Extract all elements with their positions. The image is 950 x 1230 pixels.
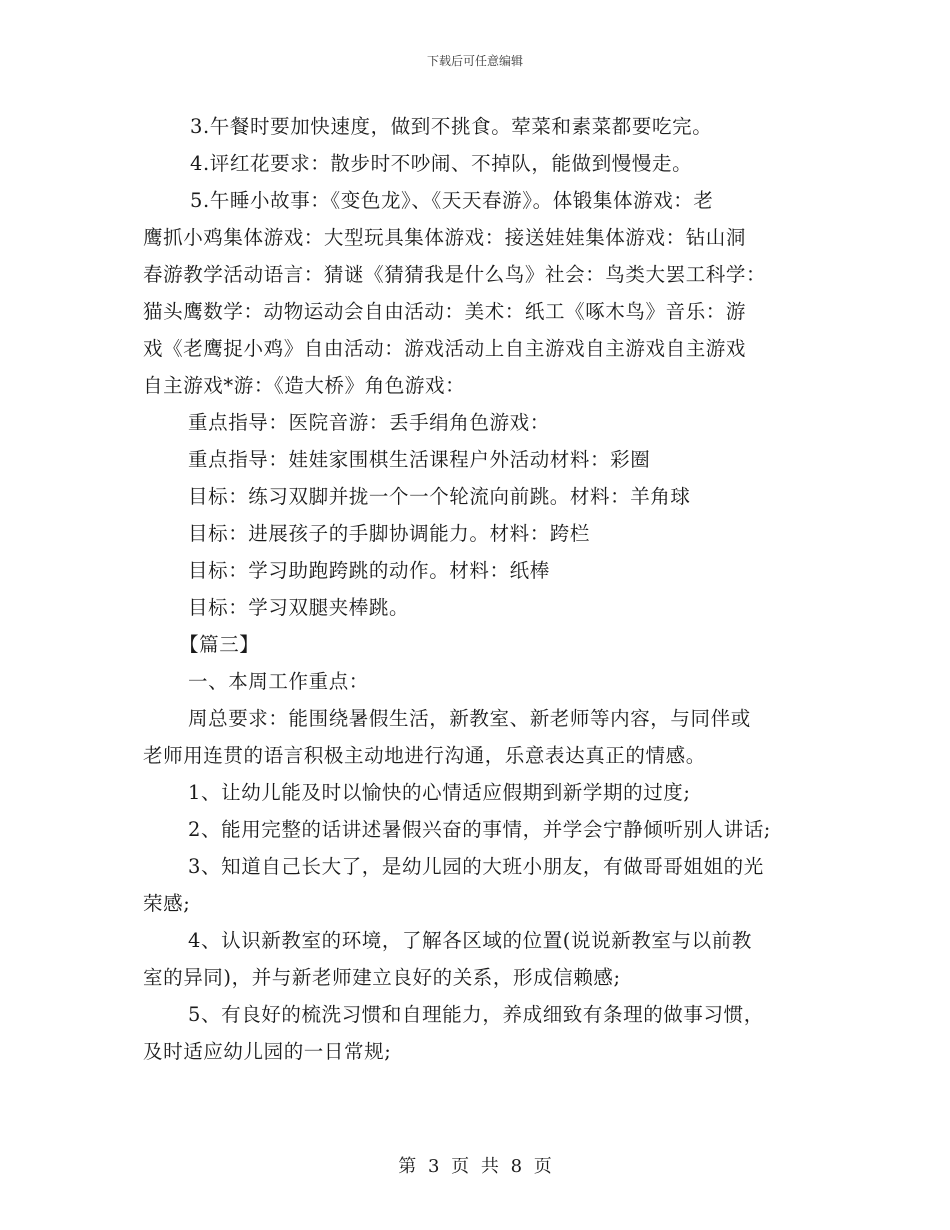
paragraph-line: 周总要求：能围绕暑假生活，新教室、新老师等内容，与同伴或: [188, 707, 751, 730]
paragraph-line: 4.评红花要求：散步时不吵闹、不掉队，能做到慢慢走。: [190, 152, 693, 175]
paragraph-line: 一、本周工作重点：: [188, 670, 369, 693]
paragraph-line: 目标：学习助跑跨跳的动作。材料：纸棒: [188, 559, 550, 582]
paragraph-line: 2、能用完整的话讲述暑假兴奋的事情，并学会宁静倾听别人讲话;: [188, 818, 771, 841]
paragraph-line: 室的异同)，并与新老师建立良好的关系，形成信赖感;: [143, 966, 621, 989]
document-body: [143, 108, 823, 1070]
paragraph-line: 5.午睡小故事：《变色龙》、《天天春游》。体锻集体游戏：老: [190, 189, 714, 212]
header-note: 下载后可任意编辑: [426, 54, 523, 68]
paragraph-line: 春游教学活动语言：猜谜《猜猜我是什么鸟》社会：鸟类大罢工科学：: [143, 263, 767, 286]
section-heading: 【篇三】: [179, 633, 260, 656]
page-number-footer: 第 3 页 共 8 页: [398, 1156, 552, 1177]
paragraph-line: 3.午餐时要加快速度，做到不挑食。荤菜和素菜都要吃完。: [190, 115, 713, 138]
paragraph-line: 及时适应幼儿园的一日常规;: [143, 1040, 392, 1063]
paragraph-line: 1、让幼儿能及时以愉快的心情适应假期到新学期的过度;: [188, 781, 691, 804]
paragraph-line: 重点指导：娃娃家围棋生活课程户外活动材料：彩圈: [188, 448, 651, 471]
paragraph-line: 目标：进展孩子的手脚协调能力。材料：跨栏: [188, 522, 591, 545]
paragraph-line: 3、知道自己长大了，是幼儿园的大班小朋友，有做哥哥姐姐的光: [188, 855, 764, 878]
paragraph-line: 5、有良好的梳洗习惯和自理能力，养成细致有条理的做事习惯，: [188, 1003, 764, 1026]
paragraph-line: 自主游戏*游：《造大桥》角色游戏：: [143, 374, 466, 397]
paragraph-line: 鹰抓小鸡集体游戏：大型玩具集体游戏：接送娃娃集体游戏：钻山洞: [143, 226, 747, 249]
paragraph-line: 4、认识新教室的环境，了解各区域的位置(说说新教室与以前教: [188, 929, 752, 952]
paragraph-line: 猫头鹰数学：动物运动会自由活动：美术：纸工《啄木鸟》音乐：游: [143, 300, 747, 323]
paragraph-line: 老师用连贯的语言积极主动地进行沟通，乐意表达真正的情感。: [143, 744, 706, 767]
paragraph-line: 目标：练习双脚并拢一个一个轮流向前跳。材料：羊角球: [188, 485, 691, 508]
paragraph-line: 戏《老鹰捉小鸡》自由活动：游戏活动上自主游戏自主游戏自主游戏: [143, 337, 747, 360]
paragraph-line: 荣感;: [143, 892, 191, 915]
paragraph-line: 目标：学习双腿夹棒跳。: [188, 596, 410, 619]
paragraph-line: 重点指导：医院音游：丢手绢角色游戏：: [188, 411, 550, 434]
